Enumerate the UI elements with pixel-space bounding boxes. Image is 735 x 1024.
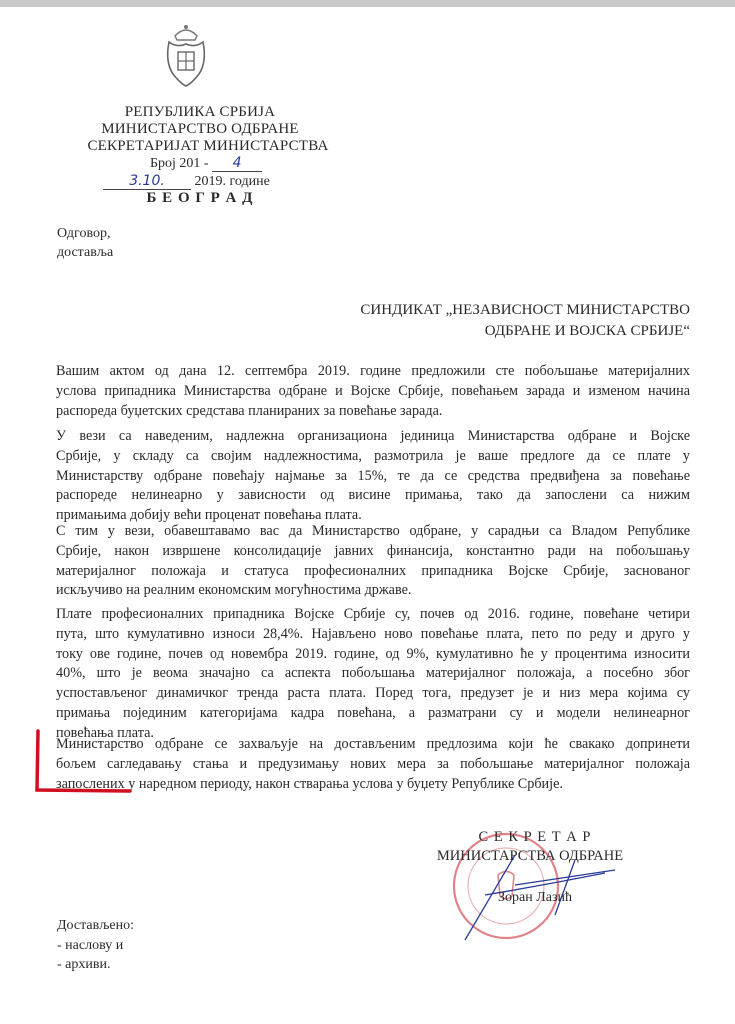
text-line: У вези са наведеним, надлежна организациона јединица Министарства одбране и Војске [56, 428, 690, 444]
reply-line: Одговор, [57, 226, 111, 241]
text-line: повећања плата. [56, 724, 154, 741]
text-line: запослених у наредном периоду, након стварања услова у буџету Републике Србије. [56, 775, 563, 792]
text-line: Министарству одбране повећају најмање за 15%, те да се средства предвиђена за повећање [56, 467, 690, 484]
signature-org: МИНИСТАРСТВА ОДБРАНЕ [436, 848, 624, 864]
paragraph-3 [56, 522, 690, 601]
delivered-item: - наслову и [57, 937, 124, 953]
text-line: распореда буџетских средстава планираних за повећање зарада. [56, 402, 443, 419]
coat-of-arms-icon [163, 22, 209, 88]
top-border [0, 0, 735, 7]
text-line: Србије, у складу са својим надлежностима, размотрила је ваше предлоге да се плате у [56, 447, 690, 464]
header-ministry: МИНИСТАРСТВО ОДБРАНЕ [101, 121, 299, 137]
text-line: пута, што кумулативно износи 28,4%. Најављено ново повећање плата, пето по реду и друго у [56, 625, 690, 642]
text-line: 40%, што је веома значајно са аспекта побољшања материјалног положаја, а посебно због [56, 665, 690, 682]
text-line: примањима добију већи проценат повећања плата. [56, 507, 362, 524]
header-country: РЕПУБЛИКА СРБИЈА [124, 104, 276, 120]
recipient [300, 300, 690, 342]
text-line: успостављеног динамичког тренда раста плата. Поред тога, предузет је и низ мера којима су [56, 685, 690, 702]
text-line: Вашим актом од дана 12. септембра 2019. године предложили сте побољшање материјалних [56, 363, 690, 379]
delivered-heading: Достављено: [57, 918, 134, 933]
signatory-name: Зоран Лазић [498, 890, 572, 905]
text-line: бољем сагледавању стања и предузимању нових мера за побољшање материјалног положаја [56, 755, 690, 772]
header-city: Б Е О Г Р А Д [146, 190, 254, 206]
reply-note [57, 224, 113, 262]
text-line: материјалног положаја и статуса професионалних припадника Војске Србије, заснованог [56, 562, 690, 579]
number-handwritten: 4 [212, 155, 262, 172]
document-number [150, 155, 262, 172]
recipient-line: ОДБРАНЕ И ВОЈСКА СРБИЈЕ“ [484, 323, 690, 339]
paragraph-4 [56, 605, 690, 744]
header-secretariat: СЕКРЕТАРИЈАТ МИНИСТАРСТВА [87, 138, 329, 154]
text-line: искључиво на реалним економским могућностима државе. [56, 582, 412, 599]
paragraph-5 [56, 735, 690, 794]
text-line: С тим у вези, обавештавамо вас да Министарство одбране, у сарадњи са Владом Републике [56, 523, 690, 539]
text-line: Плате професионалних припадника Војске Србије су, почев од 2016. године, повећане четири [56, 606, 690, 622]
text-line: распореде нелинеарно у зависности од висине примања, тако да запослени са нижим [56, 487, 690, 504]
text-line: Србије, након извршене консолидације јавних финансија, константно ради на побољшању [56, 542, 690, 559]
reply-line: доставља [57, 245, 114, 260]
date-suffix: 2019. године [194, 174, 270, 189]
red-highlight-mark [30, 728, 140, 798]
text-line: току ове године, почев од новембра 2019. године, од 9%, кумулативно ће у процентима износити [56, 645, 690, 662]
paragraph-2 [56, 427, 690, 526]
number-label: Број 201 - [150, 156, 209, 171]
date-handwritten: 3.10. [103, 173, 191, 190]
text-line: услова припадника Министарства одбране и Војске Србије, повећањем зарада и изменом начина [56, 382, 690, 399]
paragraph-1 [56, 362, 690, 421]
text-line: Министарство одбране се захваљује на достављеним предлозима који ће свакако допринети [56, 736, 690, 752]
delivered-item: - архиви. [57, 957, 111, 972]
text-line: примања појединим категоријама кадра повећана, а разматрани су и модели нелинеарног [56, 704, 690, 721]
signature-title: С Е К Р Е Т А Р [478, 829, 592, 845]
delivered-list [57, 916, 134, 975]
document-date [103, 173, 270, 190]
recipient-line: СИНДИКАТ „НЕЗАВИСНОСТ МИНИСТАРСТВО [360, 302, 690, 318]
